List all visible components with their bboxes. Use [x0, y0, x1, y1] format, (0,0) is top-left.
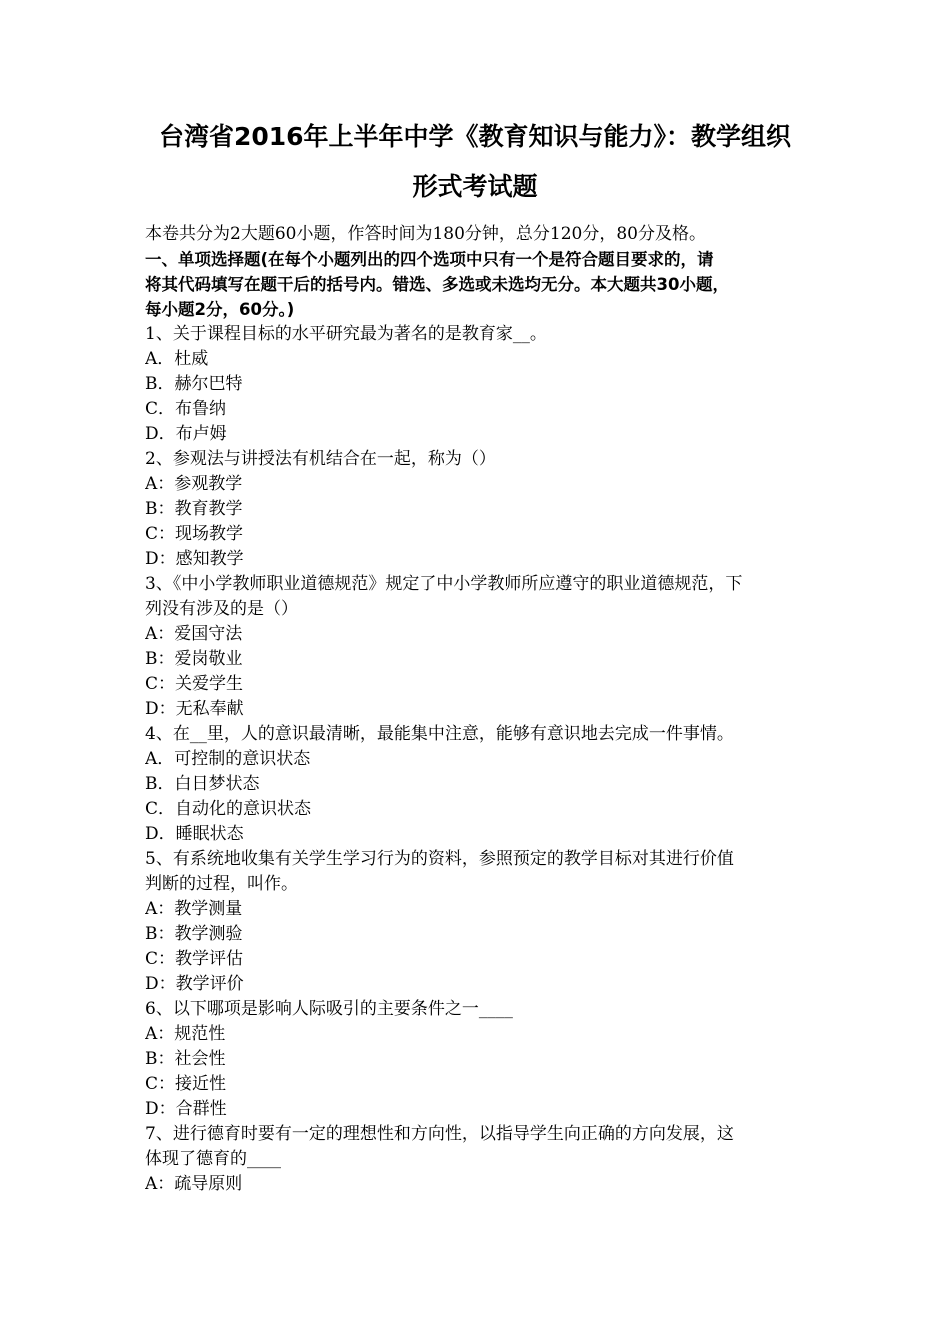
question-stem: 2、参观法与讲授法有机结合在一起，称为（）: [145, 449, 496, 469]
answer-option-a: A：爱国守法: [145, 624, 243, 644]
answer-option-c: C：接近性: [145, 1074, 227, 1094]
answer-option-a: A：参观教学: [145, 474, 243, 494]
section-heading-line: 每小题2分，60分。): [145, 300, 295, 319]
answer-option-a: A：规范性: [145, 1024, 226, 1044]
question-stem-continued: 判断的过程，叫作。: [145, 874, 298, 894]
question-stem-continued: 列没有涉及的是（）: [145, 599, 298, 619]
answer-option-d: D：教学评价: [145, 974, 244, 994]
question-2: [145, 447, 815, 572]
section-heading: [145, 247, 815, 322]
answer-option-c: C：关爱学生: [145, 674, 244, 694]
answer-option-c: C．自动化的意识状态: [145, 799, 312, 819]
question-5: [145, 847, 815, 997]
answer-option-a: A．杜威: [145, 349, 209, 369]
question-6: [145, 997, 815, 1122]
answer-option-b: B：教育教学: [145, 499, 243, 519]
answer-option-d: D．睡眠状态: [145, 824, 244, 844]
answer-option-c: C：教学评估: [145, 949, 244, 969]
question-stem: 3、《中小学教师职业道德规范》规定了中小学教师所应遵守的职业道德规范，下: [145, 574, 743, 594]
question-stem: 7、进行德育时要有一定的理想性和方向性，以指导学生向正确的方向发展，这: [145, 1124, 734, 1144]
question-stem: 6、以下哪项是影响人际吸引的主要条件之一____: [145, 999, 513, 1019]
question-stem: 1、关于课程目标的水平研究最为著名的是教育家__。: [145, 324, 547, 344]
document-title-line-1: 台湾省2016年上半年中学《教育知识与能力》：教学组织: [158, 122, 792, 151]
answer-option-b: B．白日梦状态: [145, 774, 260, 794]
document-title-line-2: 形式考试题: [412, 172, 538, 201]
question-7: [145, 1122, 815, 1197]
question-stem: 4、在__里，人的意识最清晰，最能集中注意，能够有意识地去完成一件事情。: [145, 724, 734, 744]
question-4: [145, 722, 815, 847]
exam-intro: 本卷共分为2大题60小题，作答时间为180分钟，总分120分，80分及格。: [145, 224, 706, 244]
question-3: [145, 572, 815, 722]
section-heading-line: 一、单项选择题(在每个小题列出的四个选项中只有一个是符合题目要求的，请: [145, 250, 714, 269]
answer-option-d: D：无私奉献: [145, 699, 244, 719]
answer-option-d: D．布卢姆: [145, 424, 227, 444]
answer-option-d: D：感知教学: [145, 549, 244, 569]
answer-option-b: B．赫尔巴特: [145, 374, 243, 394]
answer-option-b: B：教学测验: [145, 924, 243, 944]
document-body: [145, 222, 815, 1197]
answer-option-a: A．可控制的意识状态: [145, 749, 311, 769]
answer-option-b: B：爱岗敬业: [145, 649, 243, 669]
section-heading-line: 将其代码填写在题干后的括号内。错选、多选或未选均无分。本大题共30小题，: [145, 275, 729, 294]
answer-option-c: C．布鲁纳: [145, 399, 227, 419]
answer-option-c: C：现场教学: [145, 524, 244, 544]
question-stem-continued: 体现了德育的____: [145, 1149, 281, 1169]
answer-option-a: A：教学测量: [145, 899, 243, 919]
answer-option-d: D：合群性: [145, 1099, 227, 1119]
question-1: [145, 322, 815, 447]
question-stem: 5、有系统地收集有关学生学习行为的资料，参照预定的教学目标对其进行价值: [145, 849, 734, 869]
answer-option-a: A：疏导原则: [145, 1174, 243, 1194]
answer-option-b: B：社会性: [145, 1049, 226, 1069]
